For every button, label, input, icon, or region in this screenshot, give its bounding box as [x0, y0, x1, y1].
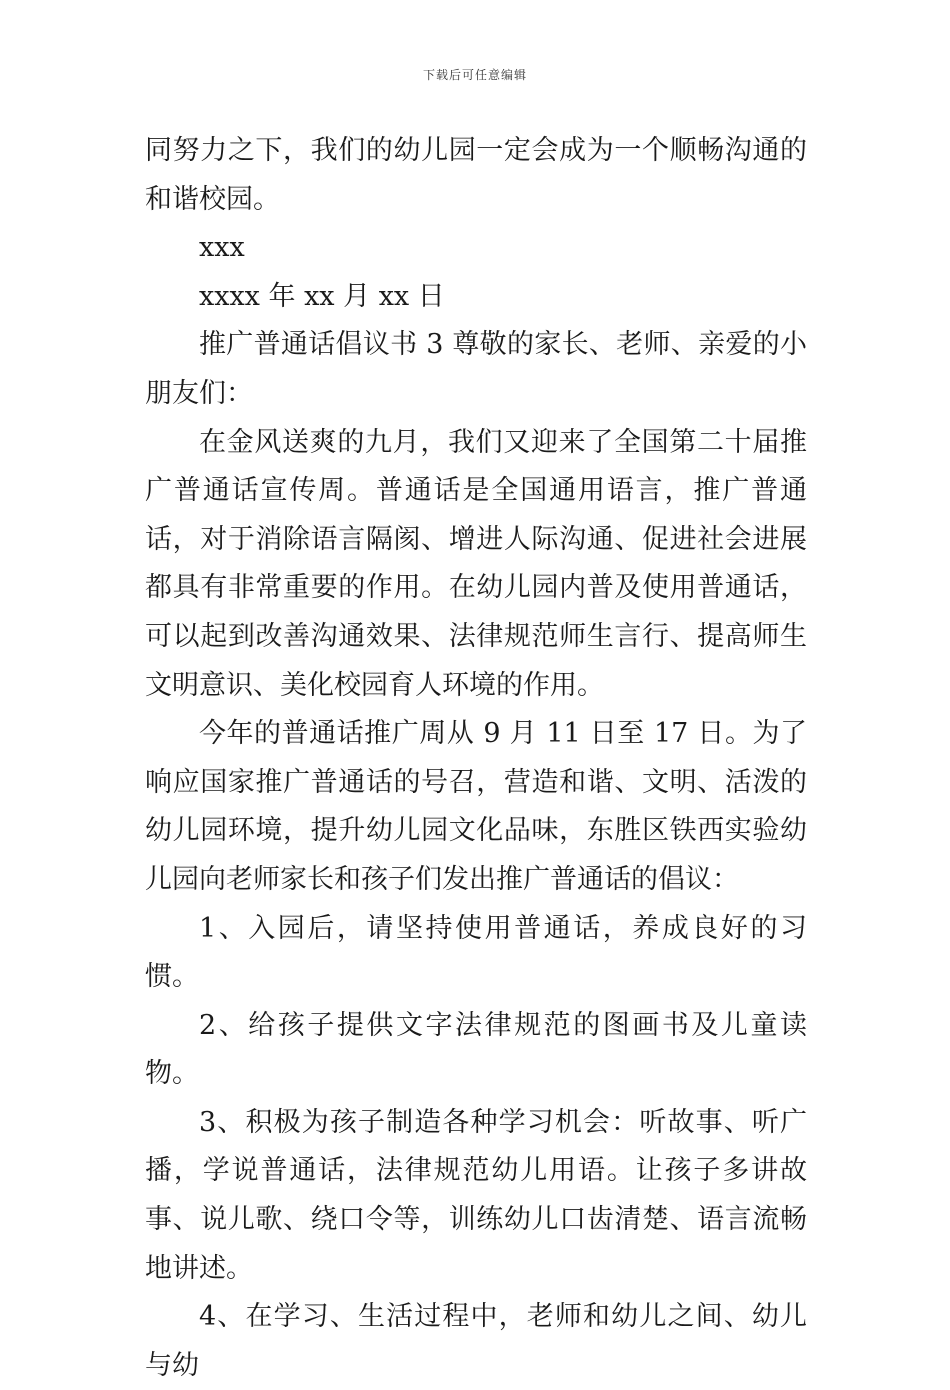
list-item-3: 3、积极为孩子制造各种学习机会：听故事、听广播，学说普通话，法律规范幼儿用语。让孩子多讲故事、说儿歌、绕口令等，训练幼儿口齿清楚、语言流畅地讲述。 [145, 1106, 807, 1284]
paragraph-continuation: 同努力之下，我们的幼儿园一定会成为一个顺畅沟通的和谐校园。 [145, 135, 807, 215]
signature-name: xxx [199, 232, 245, 264]
proposal-title-greeting: 推广普通话倡议书 3 尊敬的家长、老师、亲爱的小朋友们： [145, 329, 807, 409]
list-item-2: 2、给孩子提供文字法律规范的图画书及儿童读物。 [145, 1009, 807, 1090]
list-item-1: 1、入园后，请坚持使用普通话，养成良好的习惯。 [145, 912, 807, 993]
list-item-4: 4、在学习、生活过程中，老师和幼儿之间、幼儿与幼 [145, 1301, 807, 1381]
paragraph-week-dates: 今年的普通话推广周从 9 月 11 日至 17 日。为了响应国家推广普通话的号召，营造和谐、文明、活泼的幼儿园环境，提升幼儿园文化品味，东胜区铁西实验幼儿园向老师家长和孩子们发出推广普通话的倡议： [145, 718, 807, 895]
page-header: 下载后可任意编辑 [422, 68, 527, 82]
paragraph-intro: 在金风送爽的九月，我们又迎来了全国第二十届推广普通话宣传周。普通话是全国通用语言，推广普通话，对于消除语言隔阂、增进人际沟通、促进社会进展都具有非常重要的作用。在幼儿园内普及使用普通话，可以起到改善沟通效果、法律规范师生言行、提高师生文明意识、美化校园育人环境的作用。 [145, 426, 807, 701]
signature-date: xxxx 年 xx 月 xx 日 [199, 280, 445, 312]
document-body [145, 127, 807, 1390]
